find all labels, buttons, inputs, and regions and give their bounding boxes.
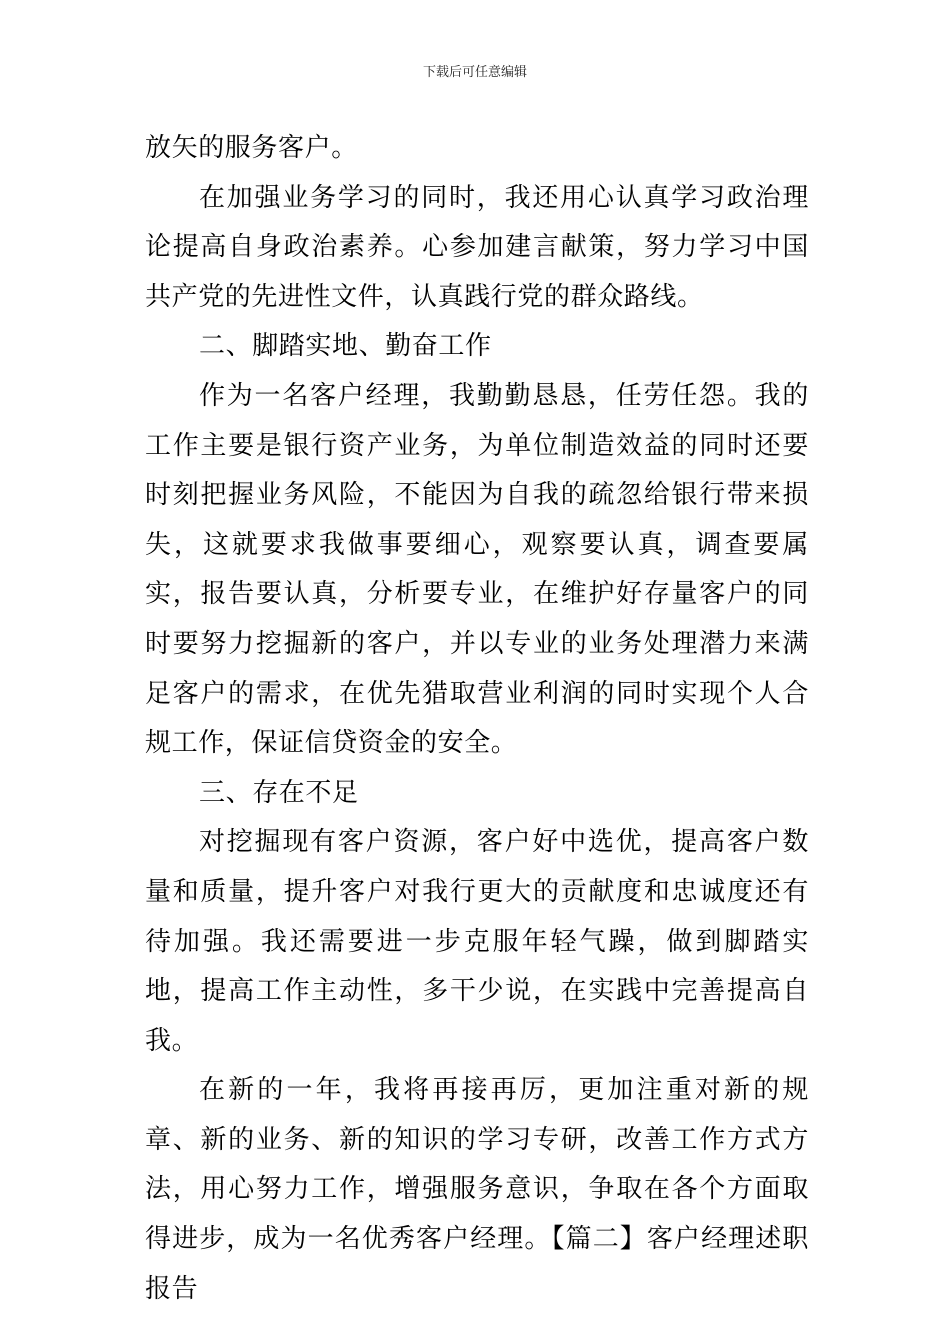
paragraph: 放矢的服务客户。 — [145, 133, 358, 163]
paragraph: 在加强业务学习的同时，我还用心认真学习政治理论提高自身政治素养。心参加建言献策，努力学习中国共产党的先进性文件，认真践行党的群众路线。 — [145, 182, 809, 312]
paragraph: 作为一名客户经理，我勤勤恳恳，任劳任怨。我的工作主要是银行资产业务，为单位制造效益的同时还要时刻把握业务风险，不能因为自我的疏忽给银行带来损失，这就要求我做事要细心，观察要认真，调查要属实，报告要认真，分析要专业，在维护好存量客户的同时要努力挖掘新的客户，并以专业的业务处理潜力来满足客户的需求，在优先猎取营业利润的同时实现个人合规工作，保证信贷资金的安全。 — [145, 380, 809, 759]
section-heading: 三、存在不足 — [199, 777, 359, 808]
paragraph: 在新的一年，我将再接再厉，更加注重对新的规章、新的业务、新的知识的学习专研，改善工作方式方法，用心努力工作，增强服务意识，争取在各个方面取得进步，成为一名优秀客户经理。【篇二】客户经理述职报告 — [145, 1075, 809, 1304]
section-heading: 二、脚踏实地、勤奋工作 — [199, 331, 492, 362]
document-body — [145, 124, 809, 1314]
paragraph: 对挖掘现有客户资源，客户好中选优，提高客户数量和质量，提升客户对我行更大的贡献度和忠诚度还有待加强。我还需要进一步克服年轻气躁，做到脚踏实地，提高工作主动性，多干少说，在实践中完善提高自我。 — [145, 827, 809, 1056]
page-header-note: 下载后可任意编辑 — [422, 65, 527, 80]
